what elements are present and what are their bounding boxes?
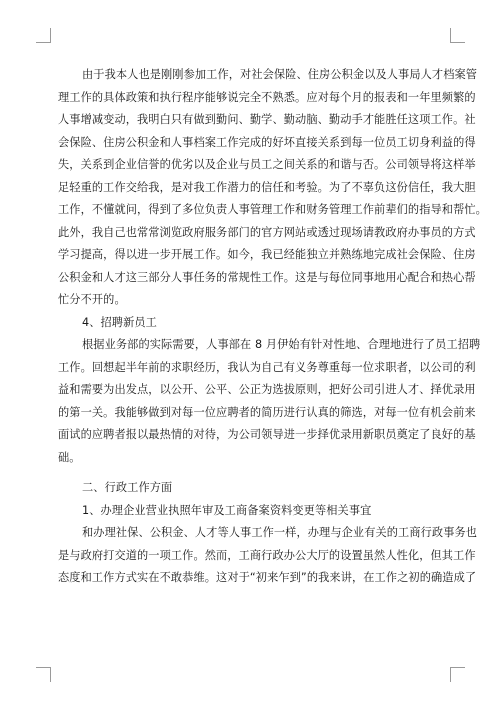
text-line: 忙分不开的。 [58, 293, 126, 306]
crop-mark-bottom-right [450, 667, 465, 682]
text-line: 学习提高，得以进一步开展工作。如今，我已经能独立并熟练地完成社会保险、住房 [58, 248, 476, 261]
document-body [58, 64, 487, 590]
paragraph-insurance-work [58, 64, 487, 312]
text-line: 础。 [58, 450, 81, 464]
text-line: 态度和工作方式实在不敢恭维。这对于“初来乍到”的我来讲，在工作之初的确造成了 [58, 571, 477, 584]
text-line: 是与政府打交道的一项工作。然而，工商行政办公大厅的设置虽然人性化，但其工作 [58, 548, 476, 562]
crop-mark-bottom-left [36, 667, 51, 682]
text-line: 失，关系到企业信誉的优劣以及企业与员工之间关系的和谐与否。公司领导将这样举 [58, 158, 476, 171]
text-line: 人事增减变动，我明白只有做到勤问、勤学、勤动脑、勤动手才能胜任这项工作。社 [58, 113, 476, 126]
text-line: 和办理社保、公积金、人才等人事工作一样，办理与企业有关的工商行政事务也 [82, 526, 478, 539]
text-line: 公积金和人才这三部分人事任务的常规性工作。这是与每位同事地用心配合和热心帮 [58, 270, 476, 284]
crop-mark-top-left [36, 28, 51, 43]
text-line: 会保险、住房公积金和人事档案工作完成的好坏直接关系到每一位员工切身利益的得 [58, 135, 476, 149]
text-line: 根据业务部的实际需要，人事部在 8 月伊始有针对性地、合理地进行了员工招聘 [82, 338, 481, 351]
text-line: 由于我本人也是刚刚参加工作，对社会保险、住房公积金以及人事局人才档案管 [82, 68, 478, 81]
text-line: 面试的应聘者报以最热情的对待，为公司领导进一步择优录用新职员奠定了良好的基 [58, 428, 476, 441]
text-line: 工作，不懂就问，得到了多位负责人事管理工作和财务管理工作前辈们的指导和帮忙。 [58, 203, 487, 216]
heading-recruitment: 4、招聘新员工 [82, 315, 157, 329]
text-line: 的第一关。我能够做到对每一位应聘者的简历进行认真的筛选，对每一位有机会前来 [58, 405, 476, 419]
subheading-business-license: 1、办理企业营业执照年审及工商备案资料变更等相关事宜 [82, 503, 372, 517]
paragraph-business-affairs [58, 522, 478, 590]
crop-mark-top-right [450, 28, 465, 43]
text-line: 工作。回想起半年前的求职经历，我认为自己有义务尊重每一位求职者，以公司的利 [58, 360, 476, 374]
text-line: 此外，我自己也常常浏览政府服务部门的官方网站或透过现场请教政府办事员的方式 [58, 225, 476, 239]
paragraph-recruitment [58, 334, 481, 469]
section-heading-admin: 二、行政工作方面 [82, 481, 173, 494]
text-line: 足轻重的工作交给我，是对我工作潜力的信任和考验。为了不辜负这份信任，我大胆 [58, 180, 476, 194]
text-line: 理工作的具体政策和执行程序能够说完全不熟悉。应对每个月的报表和一年里频繁的 [58, 90, 476, 104]
text-line: 益和需要为出发点，以公开、公平、公正为选拔原则，把好公司引进人才、择优录用 [58, 383, 476, 396]
